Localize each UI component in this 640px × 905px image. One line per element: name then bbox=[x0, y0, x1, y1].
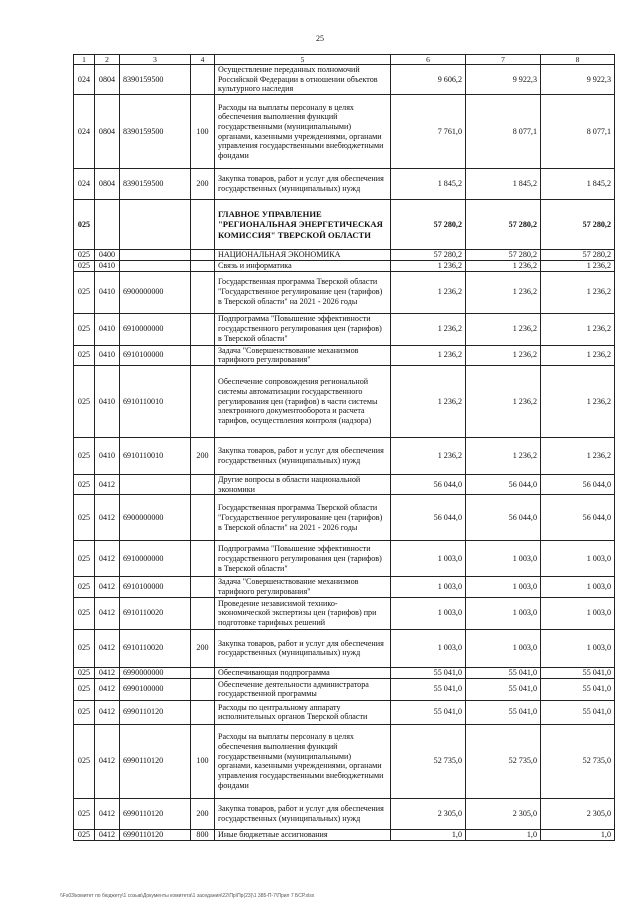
cell-glava: 025 bbox=[74, 667, 95, 678]
cell-description: Иные бюджетные ассигнования bbox=[215, 829, 391, 840]
budget-table bbox=[73, 54, 615, 841]
cell-description: Расходы на выплаты персоналу в целях обеспечения выполнения функций государственными (муниципальными) органами, казенными учреждениями, органами управления государственными внебюджетными фондами bbox=[215, 95, 391, 169]
cell-target-article: 6990110120 bbox=[120, 700, 191, 724]
cell-amount-col8: 55 041,0 bbox=[541, 678, 615, 700]
cell-amount-col6: 52 735,0 bbox=[391, 724, 466, 798]
table-row bbox=[74, 667, 615, 678]
cell-amount-col8: 1 236,2 bbox=[541, 271, 615, 313]
cell-razdel: 0410 bbox=[95, 437, 120, 474]
cell-amount-col7: 1 003,0 bbox=[466, 597, 541, 629]
cell-amount-col6: 56 044,0 bbox=[391, 495, 466, 541]
cell-target-article: 8390159500 bbox=[120, 95, 191, 169]
table-row bbox=[74, 169, 615, 200]
cell-target-article: 6990100000 bbox=[120, 678, 191, 700]
cell-razdel: 0410 bbox=[95, 313, 120, 345]
cell-target-article: 6910100000 bbox=[120, 577, 191, 597]
cell-expense-type: 100 bbox=[191, 95, 215, 169]
cell-amount-col8: 1 845,2 bbox=[541, 169, 615, 200]
cell-amount-col7: 1 236,2 bbox=[466, 345, 541, 365]
cell-amount-col6: 57 280,2 bbox=[391, 200, 466, 250]
cell-description: Закупка товаров, работ и услуг для обеспечения государственных (муниципальных) нужд bbox=[215, 169, 391, 200]
cell-razdel: 0412 bbox=[95, 724, 120, 798]
table-row bbox=[74, 724, 615, 798]
cell-target-article bbox=[120, 474, 191, 494]
cell-glava: 025 bbox=[74, 313, 95, 345]
cell-description: НАЦИОНАЛЬНАЯ ЭКОНОМИКА bbox=[215, 250, 391, 261]
cell-amount-col7: 52 735,0 bbox=[466, 724, 541, 798]
cell-razdel: 0412 bbox=[95, 629, 120, 667]
cell-amount-col8: 1 003,0 bbox=[541, 541, 615, 577]
cell-glava: 025 bbox=[74, 724, 95, 798]
cell-amount-col8: 56 044,0 bbox=[541, 474, 615, 494]
column-header: 7 bbox=[466, 55, 541, 65]
cell-description: ГЛАВНОЕ УПРАВЛЕНИЕ "РЕГИОНАЛЬНАЯ ЭНЕРГЕТИЧЕСКАЯ КОМИССИЯ" ТВЕРСКОЙ ОБЛАСТИ bbox=[215, 200, 391, 250]
cell-description: Обеспечение сопровождения региональной системы автоматизации государственного регулирования цен (тарифов) в части системы электронного документооборота и расчета тарифов, осуществления контроля (надзора) bbox=[215, 365, 391, 437]
cell-amount-col6: 1 003,0 bbox=[391, 577, 466, 597]
cell-razdel: 0410 bbox=[95, 260, 120, 271]
cell-target-article: 6990000000 bbox=[120, 667, 191, 678]
cell-description: Расходы на выплаты персоналу в целях обеспечения выполнения функций государственными (муниципальными) органами, казенными учреждениями, органами управления государственными внебюджетными фондами bbox=[215, 724, 391, 798]
cell-glava: 025 bbox=[74, 597, 95, 629]
page-number: 25 bbox=[316, 34, 324, 43]
cell-expense-type bbox=[191, 65, 215, 95]
cell-glava: 025 bbox=[74, 365, 95, 437]
cell-amount-col8: 9 922,3 bbox=[541, 65, 615, 95]
cell-amount-col6: 57 280,2 bbox=[391, 250, 466, 261]
cell-target-article bbox=[120, 250, 191, 261]
cell-razdel bbox=[95, 200, 120, 250]
cell-glava: 024 bbox=[74, 95, 95, 169]
cell-razdel: 0412 bbox=[95, 700, 120, 724]
cell-amount-col8: 1 236,2 bbox=[541, 260, 615, 271]
table-row bbox=[74, 798, 615, 829]
cell-glava: 024 bbox=[74, 169, 95, 200]
cell-expense-type bbox=[191, 541, 215, 577]
column-header: 8 bbox=[541, 55, 615, 65]
cell-amount-col7: 1 003,0 bbox=[466, 577, 541, 597]
cell-amount-col8: 1 003,0 bbox=[541, 629, 615, 667]
cell-description: Расходы по центральному аппарату исполнительных органов Тверской области bbox=[215, 700, 391, 724]
cell-amount-col7: 55 041,0 bbox=[466, 678, 541, 700]
cell-description: Подпрограмма "Повышение эффективности государственного регулирования цен (тарифов) в Тверской области" bbox=[215, 541, 391, 577]
column-header: 3 bbox=[120, 55, 191, 65]
cell-amount-col7: 1 236,2 bbox=[466, 313, 541, 345]
cell-amount-col8: 1 236,2 bbox=[541, 365, 615, 437]
cell-description: Проведение независимой технико-экономической экспертизы цен (тарифов) при подготовке тарифных решений bbox=[215, 597, 391, 629]
cell-amount-col8: 1,0 bbox=[541, 829, 615, 840]
cell-description: Закупка товаров, работ и услуг для обеспечения государственных (муниципальных) нужд bbox=[215, 437, 391, 474]
cell-razdel: 0412 bbox=[95, 577, 120, 597]
file-path-footer: \\Fs03\комитет по бюджету\1 созыв\Документы комитета\1 заседания\22\Пр\Пр(23)\1 385-П-7\Прил 7 БСР.xlsx bbox=[60, 893, 315, 899]
table-row bbox=[74, 200, 615, 250]
cell-amount-col6: 9 606,2 bbox=[391, 65, 466, 95]
column-header: 6 bbox=[391, 55, 466, 65]
cell-expense-type bbox=[191, 597, 215, 629]
cell-amount-col8: 1 236,2 bbox=[541, 313, 615, 345]
table-row bbox=[74, 829, 615, 840]
column-header: 2 bbox=[95, 55, 120, 65]
cell-glava: 025 bbox=[74, 495, 95, 541]
table-row bbox=[74, 260, 615, 271]
table-row bbox=[74, 541, 615, 577]
cell-amount-col7: 1,0 bbox=[466, 829, 541, 840]
cell-description: Обеспечивающая подпрограмма bbox=[215, 667, 391, 678]
cell-target-article bbox=[120, 260, 191, 271]
table-row bbox=[74, 629, 615, 667]
cell-target-article: 6910000000 bbox=[120, 541, 191, 577]
cell-description: Закупка товаров, работ и услуг для обеспечения государственных (муниципальных) нужд bbox=[215, 629, 391, 667]
cell-amount-col7: 1 236,2 bbox=[466, 260, 541, 271]
cell-amount-col8: 1 003,0 bbox=[541, 597, 615, 629]
cell-target-article: 6910110020 bbox=[120, 597, 191, 629]
cell-amount-col6: 1 236,2 bbox=[391, 365, 466, 437]
cell-razdel: 0412 bbox=[95, 474, 120, 494]
cell-expense-type bbox=[191, 271, 215, 313]
cell-glava: 025 bbox=[74, 798, 95, 829]
cell-amount-col7: 8 077,1 bbox=[466, 95, 541, 169]
cell-target-article: 8390159500 bbox=[120, 169, 191, 200]
cell-razdel: 0410 bbox=[95, 365, 120, 437]
table-row bbox=[74, 313, 615, 345]
cell-razdel: 0412 bbox=[95, 495, 120, 541]
cell-glava: 025 bbox=[74, 200, 95, 250]
column-header: 4 bbox=[191, 55, 215, 65]
cell-target-article: 6900000000 bbox=[120, 495, 191, 541]
cell-amount-col8: 1 236,2 bbox=[541, 345, 615, 365]
cell-amount-col7: 1 003,0 bbox=[466, 541, 541, 577]
cell-target-article: 6910110010 bbox=[120, 365, 191, 437]
cell-razdel: 0804 bbox=[95, 169, 120, 200]
cell-razdel: 0804 bbox=[95, 95, 120, 169]
column-header: 1 bbox=[74, 55, 95, 65]
cell-description: Осуществление переданных полномочий Российской Федерации в отношении объектов культурного наследия bbox=[215, 65, 391, 95]
table-row bbox=[74, 250, 615, 261]
cell-glava: 025 bbox=[74, 271, 95, 313]
cell-glava: 025 bbox=[74, 260, 95, 271]
cell-amount-col8: 1 003,0 bbox=[541, 577, 615, 597]
cell-amount-col6: 55 041,0 bbox=[391, 667, 466, 678]
cell-amount-col6: 1 003,0 bbox=[391, 597, 466, 629]
cell-razdel: 0804 bbox=[95, 65, 120, 95]
cell-amount-col6: 1 236,2 bbox=[391, 271, 466, 313]
table-row bbox=[74, 700, 615, 724]
cell-amount-col7: 56 044,0 bbox=[466, 495, 541, 541]
cell-razdel: 0412 bbox=[95, 678, 120, 700]
cell-target-article: 6910110020 bbox=[120, 629, 191, 667]
cell-expense-type: 100 bbox=[191, 724, 215, 798]
cell-glava: 025 bbox=[74, 437, 95, 474]
cell-expense-type bbox=[191, 577, 215, 597]
cell-amount-col8: 2 305,0 bbox=[541, 798, 615, 829]
cell-amount-col6: 2 305,0 bbox=[391, 798, 466, 829]
cell-amount-col6: 1 236,2 bbox=[391, 345, 466, 365]
cell-glava: 025 bbox=[74, 829, 95, 840]
cell-amount-col7: 57 280,2 bbox=[466, 250, 541, 261]
cell-amount-col8: 57 280,2 bbox=[541, 200, 615, 250]
cell-amount-col7: 9 922,3 bbox=[466, 65, 541, 95]
cell-expense-type bbox=[191, 678, 215, 700]
cell-amount-col6: 1 236,2 bbox=[391, 313, 466, 345]
cell-expense-type bbox=[191, 365, 215, 437]
table-row bbox=[74, 597, 615, 629]
cell-description: Обеспечение деятельности администратора государственной программы bbox=[215, 678, 391, 700]
cell-amount-col7: 1 236,2 bbox=[466, 365, 541, 437]
cell-expense-type bbox=[191, 345, 215, 365]
cell-amount-col8: 55 041,0 bbox=[541, 667, 615, 678]
cell-glava: 025 bbox=[74, 678, 95, 700]
column-header: 5 bbox=[215, 55, 391, 65]
cell-amount-col6: 1 003,0 bbox=[391, 629, 466, 667]
cell-glava: 025 bbox=[74, 345, 95, 365]
cell-amount-col7: 56 044,0 bbox=[466, 474, 541, 494]
cell-amount-col8: 8 077,1 bbox=[541, 95, 615, 169]
cell-amount-col7: 1 236,2 bbox=[466, 271, 541, 313]
cell-description: Задача "Совершенствование механизмов тарифного регулирования" bbox=[215, 345, 391, 365]
cell-razdel: 0410 bbox=[95, 345, 120, 365]
table-row bbox=[74, 95, 615, 169]
cell-target-article bbox=[120, 200, 191, 250]
cell-expense-type bbox=[191, 250, 215, 261]
cell-razdel: 0412 bbox=[95, 829, 120, 840]
table-row bbox=[74, 474, 615, 494]
cell-razdel: 0412 bbox=[95, 597, 120, 629]
cell-description: Задача "Совершенствование механизмов тарифного регулирования" bbox=[215, 577, 391, 597]
cell-amount-col8: 55 041,0 bbox=[541, 700, 615, 724]
cell-amount-col6: 1 236,2 bbox=[391, 260, 466, 271]
cell-expense-type: 200 bbox=[191, 798, 215, 829]
cell-target-article: 6900000000 bbox=[120, 271, 191, 313]
cell-description: Другие вопросы в области национальной экономики bbox=[215, 474, 391, 494]
cell-glava: 025 bbox=[74, 541, 95, 577]
cell-amount-col7: 2 305,0 bbox=[466, 798, 541, 829]
cell-expense-type bbox=[191, 700, 215, 724]
cell-expense-type bbox=[191, 260, 215, 271]
cell-description: Связь и информатика bbox=[215, 260, 391, 271]
cell-target-article: 6910100000 bbox=[120, 345, 191, 365]
cell-expense-type bbox=[191, 200, 215, 250]
cell-expense-type: 200 bbox=[191, 629, 215, 667]
cell-target-article: 6910000000 bbox=[120, 313, 191, 345]
column-number-row bbox=[74, 55, 615, 65]
cell-amount-col7: 57 280,2 bbox=[466, 200, 541, 250]
cell-amount-col7: 55 041,0 bbox=[466, 700, 541, 724]
cell-amount-col7: 1 236,2 bbox=[466, 437, 541, 474]
cell-razdel: 0412 bbox=[95, 667, 120, 678]
cell-glava: 025 bbox=[74, 577, 95, 597]
table-row bbox=[74, 495, 615, 541]
cell-glava: 025 bbox=[74, 474, 95, 494]
cell-expense-type bbox=[191, 313, 215, 345]
cell-amount-col8: 57 280,2 bbox=[541, 250, 615, 261]
table-row bbox=[74, 271, 615, 313]
cell-glava: 024 bbox=[74, 65, 95, 95]
cell-expense-type: 200 bbox=[191, 437, 215, 474]
cell-razdel: 0400 bbox=[95, 250, 120, 261]
cell-amount-col6: 1 236,2 bbox=[391, 437, 466, 474]
cell-amount-col6: 1,0 bbox=[391, 829, 466, 840]
cell-amount-col7: 55 041,0 bbox=[466, 667, 541, 678]
cell-amount-col6: 1 003,0 bbox=[391, 541, 466, 577]
cell-expense-type bbox=[191, 667, 215, 678]
cell-expense-type: 200 bbox=[191, 169, 215, 200]
table-row bbox=[74, 365, 615, 437]
cell-razdel: 0412 bbox=[95, 541, 120, 577]
cell-description: Закупка товаров, работ и услуг для обеспечения государственных (муниципальных) нужд bbox=[215, 798, 391, 829]
cell-amount-col6: 56 044,0 bbox=[391, 474, 466, 494]
cell-glava: 025 bbox=[74, 629, 95, 667]
cell-glava: 025 bbox=[74, 700, 95, 724]
table-row bbox=[74, 577, 615, 597]
cell-amount-col8: 1 236,2 bbox=[541, 437, 615, 474]
table-row bbox=[74, 678, 615, 700]
cell-amount-col6: 55 041,0 bbox=[391, 700, 466, 724]
cell-amount-col7: 1 003,0 bbox=[466, 629, 541, 667]
cell-amount-col6: 55 041,0 bbox=[391, 678, 466, 700]
cell-razdel: 0410 bbox=[95, 271, 120, 313]
cell-description: Подпрограмма "Повышение эффективности государственного регулирования цен (тарифов) в Тверской области" bbox=[215, 313, 391, 345]
table-row bbox=[74, 345, 615, 365]
cell-amount-col6: 1 845,2 bbox=[391, 169, 466, 200]
cell-glava: 025 bbox=[74, 250, 95, 261]
cell-target-article: 8390159500 bbox=[120, 65, 191, 95]
cell-target-article: 6910110010 bbox=[120, 437, 191, 474]
cell-amount-col6: 7 761,0 bbox=[391, 95, 466, 169]
cell-expense-type bbox=[191, 474, 215, 494]
table-row bbox=[74, 437, 615, 474]
cell-description: Государственная программа Тверской области "Государственное регулирование цен (тарифов) в Тверской области" на 2021 - 2026 годы bbox=[215, 495, 391, 541]
table-row bbox=[74, 65, 615, 95]
cell-razdel: 0412 bbox=[95, 798, 120, 829]
cell-target-article: 6990110120 bbox=[120, 798, 191, 829]
cell-expense-type: 800 bbox=[191, 829, 215, 840]
cell-amount-col8: 56 044,0 bbox=[541, 495, 615, 541]
cell-target-article: 6990110120 bbox=[120, 829, 191, 840]
cell-description: Государственная программа Тверской области "Государственное регулирование цен (тарифов) в Тверской области" на 2021 - 2026 годы bbox=[215, 271, 391, 313]
cell-amount-col7: 1 845,2 bbox=[466, 169, 541, 200]
cell-amount-col8: 52 735,0 bbox=[541, 724, 615, 798]
cell-expense-type bbox=[191, 495, 215, 541]
cell-target-article: 6990110120 bbox=[120, 724, 191, 798]
